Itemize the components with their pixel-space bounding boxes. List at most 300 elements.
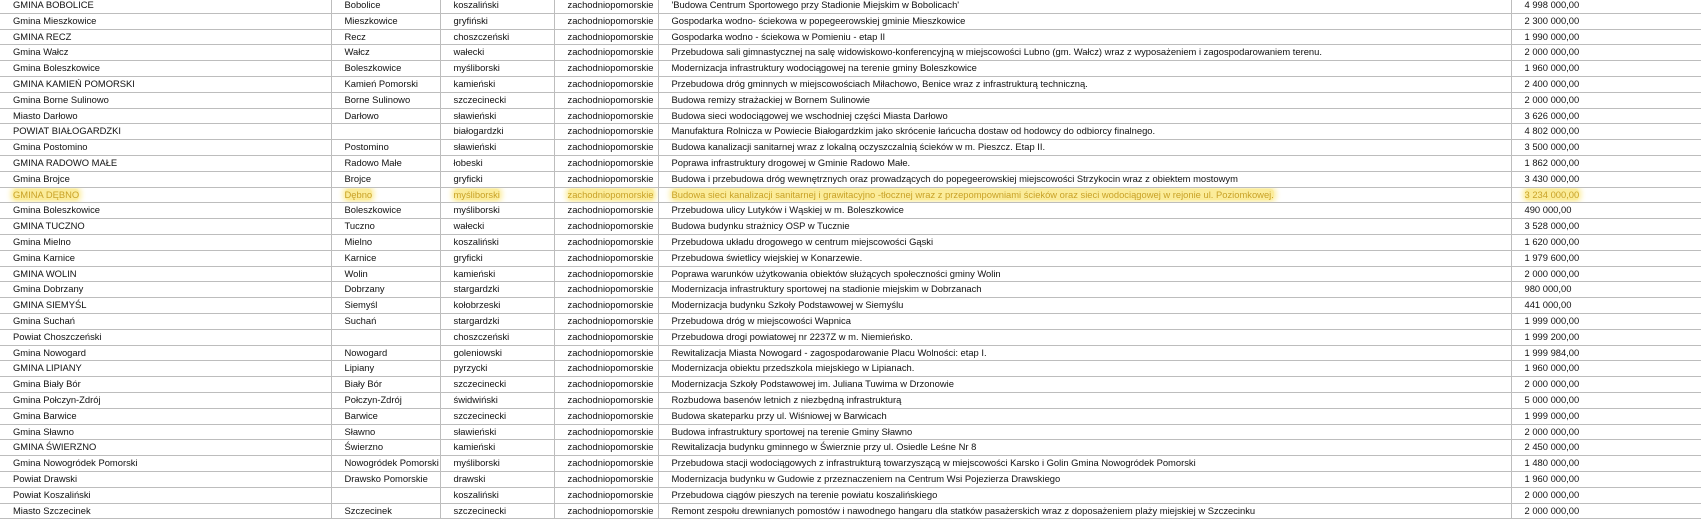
cell-beneficiary[interactable] bbox=[0, 234, 331, 250]
cell-county[interactable] bbox=[440, 29, 554, 45]
cell-county[interactable] bbox=[440, 329, 554, 345]
cell-amount[interactable] bbox=[1511, 313, 1701, 329]
cell-beneficiary[interactable] bbox=[0, 29, 331, 45]
cell-county[interactable] bbox=[440, 487, 554, 503]
cell-beneficiary[interactable] bbox=[0, 45, 331, 61]
cell-voivodeship[interactable] bbox=[554, 140, 658, 156]
cell-beneficiary[interactable] bbox=[0, 456, 331, 472]
cell-county-text: koszaliński bbox=[453, 0, 499, 10]
cell-project-name-text: Budowa infrastruktury sportowej na terenie Gminy Sławno bbox=[671, 425, 913, 437]
cell-amount[interactable] bbox=[1511, 61, 1701, 77]
cell-amount[interactable] bbox=[1511, 456, 1701, 472]
cell-county[interactable] bbox=[440, 377, 554, 393]
cell-voivodeship[interactable] bbox=[554, 234, 658, 250]
cell-project-name[interactable] bbox=[658, 0, 1511, 13]
cell-municipality[interactable] bbox=[331, 456, 440, 472]
cell-municipality[interactable] bbox=[331, 29, 440, 45]
cell-county[interactable] bbox=[440, 440, 554, 456]
cell-county-text: myśliborski bbox=[453, 457, 500, 469]
table-row bbox=[0, 471, 1701, 487]
cell-beneficiary-text: Gmina Barwice bbox=[13, 409, 77, 421]
cell-beneficiary[interactable] bbox=[0, 361, 331, 377]
cell-county-text: kamieński bbox=[453, 77, 496, 89]
cell-amount[interactable] bbox=[1511, 408, 1701, 424]
cell-voivodeship-text: zachodniopomorskie bbox=[567, 235, 654, 247]
cell-project-name[interactable] bbox=[658, 471, 1511, 487]
cell-municipality[interactable] bbox=[331, 313, 440, 329]
cell-project-name[interactable] bbox=[658, 203, 1511, 219]
cell-municipality[interactable] bbox=[331, 298, 440, 314]
cell-voivodeship[interactable] bbox=[554, 250, 658, 266]
cell-county[interactable] bbox=[440, 171, 554, 187]
cell-county[interactable] bbox=[440, 408, 554, 424]
cell-county[interactable] bbox=[440, 424, 554, 440]
cell-project-name[interactable] bbox=[658, 155, 1511, 171]
cell-beneficiary[interactable] bbox=[0, 187, 331, 203]
cell-amount[interactable] bbox=[1511, 282, 1701, 298]
cell-municipality[interactable] bbox=[331, 408, 440, 424]
cell-beneficiary[interactable] bbox=[0, 345, 331, 361]
cell-municipality[interactable] bbox=[331, 124, 440, 140]
cell-county[interactable] bbox=[440, 0, 554, 13]
cell-county[interactable] bbox=[440, 456, 554, 472]
cell-voivodeship[interactable] bbox=[554, 408, 658, 424]
cell-amount[interactable] bbox=[1511, 203, 1701, 219]
cell-beneficiary-text: GMINA RADOWO MAŁE bbox=[13, 156, 118, 168]
cell-amount[interactable] bbox=[1511, 250, 1701, 266]
cell-county-text: choszczeński bbox=[453, 330, 510, 342]
cell-municipality[interactable] bbox=[331, 377, 440, 393]
cell-project-name[interactable] bbox=[658, 377, 1511, 393]
cell-beneficiary[interactable] bbox=[0, 487, 331, 503]
cell-amount[interactable] bbox=[1511, 76, 1701, 92]
cell-county[interactable] bbox=[440, 392, 554, 408]
cell-municipality-text: Brojce bbox=[344, 172, 372, 184]
cell-amount[interactable] bbox=[1511, 234, 1701, 250]
cell-beneficiary-text: GMINA RECZ bbox=[13, 30, 72, 42]
cell-beneficiary[interactable] bbox=[0, 471, 331, 487]
cell-project-name[interactable] bbox=[658, 29, 1511, 45]
cell-amount-text: 4 998 000,00 bbox=[1524, 0, 1580, 10]
cell-voivodeship[interactable] bbox=[554, 187, 658, 203]
cell-voivodeship-text: zachodniopomorskie bbox=[567, 77, 654, 89]
cell-beneficiary[interactable] bbox=[0, 266, 331, 282]
table-row bbox=[0, 124, 1701, 140]
cell-amount[interactable] bbox=[1511, 503, 1701, 519]
cell-project-name[interactable] bbox=[658, 171, 1511, 187]
cell-beneficiary[interactable] bbox=[0, 61, 331, 77]
table-row bbox=[0, 61, 1701, 77]
cell-voivodeship[interactable] bbox=[554, 298, 658, 314]
cell-municipality-text: Dębno bbox=[344, 188, 373, 200]
cell-municipality[interactable] bbox=[331, 171, 440, 187]
table-row bbox=[0, 234, 1701, 250]
cell-municipality-text: Siemyśl bbox=[344, 299, 378, 311]
cell-voivodeship-text: zachodniopomorskie bbox=[567, 283, 654, 295]
cell-project-name[interactable] bbox=[658, 503, 1511, 519]
cell-project-name-text: Przebudowa ciągów pieszych na terenie powiatu koszalińskiego bbox=[671, 488, 938, 500]
cell-project-name-text: Poprawa infrastruktury drogowej w Gminie Radowo Małe. bbox=[671, 156, 911, 168]
cell-amount-text: 1 999 984,00 bbox=[1524, 346, 1580, 358]
cell-county[interactable] bbox=[440, 345, 554, 361]
cell-beneficiary-text: Gmina Nowogródek Pomorski bbox=[13, 457, 138, 469]
cell-project-name[interactable] bbox=[658, 92, 1511, 108]
cell-municipality[interactable] bbox=[331, 282, 440, 298]
cell-beneficiary[interactable] bbox=[0, 377, 331, 393]
cell-voivodeship[interactable] bbox=[554, 313, 658, 329]
cell-county[interactable] bbox=[440, 108, 554, 124]
cell-municipality-text: Drawsko Pomorskie bbox=[344, 472, 428, 484]
cell-project-name[interactable] bbox=[658, 61, 1511, 77]
cell-county-text: kamieński bbox=[453, 441, 496, 453]
cell-beneficiary-text: Gmina Nowogard bbox=[13, 346, 86, 358]
cell-municipality-text: Szczecinek bbox=[344, 504, 392, 516]
cell-voivodeship[interactable] bbox=[554, 29, 658, 45]
cell-municipality[interactable] bbox=[331, 203, 440, 219]
cell-county[interactable] bbox=[440, 266, 554, 282]
cell-voivodeship[interactable] bbox=[554, 45, 658, 61]
cell-amount[interactable] bbox=[1511, 440, 1701, 456]
cell-amount[interactable] bbox=[1511, 140, 1701, 156]
cell-municipality[interactable] bbox=[331, 0, 440, 13]
cell-municipality[interactable] bbox=[331, 140, 440, 156]
cell-beneficiary-text: GMINA WOLIN bbox=[13, 267, 77, 279]
cell-municipality-text: Nowogard bbox=[344, 346, 388, 358]
cell-project-name-text: Modernizacja infrastruktury sportowej na stadionie miejskim w Dobrzanach bbox=[671, 283, 982, 295]
cell-municipality-text: Biały Bór bbox=[344, 378, 383, 390]
cell-beneficiary[interactable] bbox=[0, 203, 331, 219]
cell-municipality[interactable] bbox=[331, 155, 440, 171]
cell-county[interactable] bbox=[440, 155, 554, 171]
cell-voivodeship-text: zachodniopomorskie bbox=[567, 141, 654, 153]
cell-voivodeship-text: zachodniopomorskie bbox=[567, 457, 654, 469]
cell-county[interactable] bbox=[440, 313, 554, 329]
cell-project-name[interactable] bbox=[658, 329, 1511, 345]
cell-voivodeship[interactable] bbox=[554, 456, 658, 472]
cell-county[interactable] bbox=[440, 219, 554, 235]
cell-voivodeship-text: zachodniopomorskie bbox=[567, 299, 654, 311]
cell-project-name[interactable] bbox=[658, 108, 1511, 124]
cell-county-text: świdwiński bbox=[453, 393, 498, 405]
cell-project-name-text: Przebudowa sali gimnastycznej na salę widowiskowo-konferencyjną w miejscowości Lubno (gm. Wałcz) wraz z wyposażeniem i zagospodarowaniem terenu. bbox=[671, 46, 1322, 58]
table-row bbox=[0, 424, 1701, 440]
cell-project-name[interactable] bbox=[658, 45, 1511, 61]
cell-municipality-text: Boleszkowice bbox=[344, 204, 402, 216]
cell-voivodeship[interactable] bbox=[554, 424, 658, 440]
cell-municipality[interactable] bbox=[331, 13, 440, 29]
cell-voivodeship[interactable] bbox=[554, 155, 658, 171]
cell-amount[interactable] bbox=[1511, 29, 1701, 45]
cell-voivodeship[interactable] bbox=[554, 203, 658, 219]
cell-project-name[interactable] bbox=[658, 13, 1511, 29]
cell-voivodeship-text: zachodniopomorskie bbox=[567, 488, 654, 500]
cell-project-name[interactable] bbox=[658, 298, 1511, 314]
cell-amount[interactable] bbox=[1511, 424, 1701, 440]
cell-project-name[interactable] bbox=[658, 313, 1511, 329]
cell-beneficiary[interactable] bbox=[0, 313, 331, 329]
cell-amount-text: 441 000,00 bbox=[1524, 299, 1572, 311]
cell-voivodeship[interactable] bbox=[554, 61, 658, 77]
cell-county[interactable] bbox=[440, 61, 554, 77]
cell-beneficiary[interactable] bbox=[0, 76, 331, 92]
cell-beneficiary-text: Gmina Brojce bbox=[13, 172, 70, 184]
cell-municipality-text: Bobolice bbox=[344, 0, 381, 10]
cell-voivodeship[interactable] bbox=[554, 440, 658, 456]
cell-amount[interactable] bbox=[1511, 266, 1701, 282]
cell-amount-text: 1 999 000,00 bbox=[1524, 409, 1580, 421]
cell-beneficiary[interactable] bbox=[0, 171, 331, 187]
cell-municipality[interactable] bbox=[331, 250, 440, 266]
cell-county[interactable] bbox=[440, 124, 554, 140]
cell-county-text: gryficki bbox=[453, 251, 483, 263]
cell-voivodeship-text: zachodniopomorskie bbox=[567, 204, 654, 216]
cell-voivodeship[interactable] bbox=[554, 329, 658, 345]
cell-project-name[interactable] bbox=[658, 266, 1511, 282]
cell-municipality[interactable] bbox=[331, 503, 440, 519]
cell-municipality-text: Barwice bbox=[344, 409, 378, 421]
cell-amount[interactable] bbox=[1511, 219, 1701, 235]
cell-county[interactable] bbox=[440, 471, 554, 487]
cell-beneficiary[interactable] bbox=[0, 329, 331, 345]
cell-county[interactable] bbox=[440, 298, 554, 314]
cell-voivodeship[interactable] bbox=[554, 282, 658, 298]
cell-voivodeship[interactable] bbox=[554, 377, 658, 393]
cell-voivodeship-text: zachodniopomorskie bbox=[567, 62, 654, 74]
table-row bbox=[0, 155, 1701, 171]
cell-beneficiary[interactable] bbox=[0, 140, 331, 156]
cell-project-name[interactable] bbox=[658, 487, 1511, 503]
cell-county[interactable] bbox=[440, 13, 554, 29]
cell-municipality[interactable] bbox=[331, 61, 440, 77]
cell-county-text: myśliborski bbox=[453, 204, 500, 216]
cell-project-name-text: Modernizacja Szkoły Podstawowej im. Juliana Tuwima w Drzonowie bbox=[671, 378, 954, 390]
cell-project-name-text: Gospodarka wodno- ściekowa w popegeerowskiej gminie Mieszkowice bbox=[671, 14, 966, 26]
cell-county[interactable] bbox=[440, 203, 554, 219]
cell-beneficiary[interactable] bbox=[0, 408, 331, 424]
cell-voivodeship[interactable] bbox=[554, 361, 658, 377]
table-row bbox=[0, 45, 1701, 61]
cell-voivodeship[interactable] bbox=[554, 124, 658, 140]
cell-beneficiary-text: Gmina Wałcz bbox=[13, 46, 69, 58]
cell-municipality-text: Recz bbox=[344, 30, 366, 42]
cell-project-name-text: Rozbudowa basenów letnich z niezbędną infrastrukturą bbox=[671, 393, 902, 405]
cell-amount[interactable] bbox=[1511, 92, 1701, 108]
cell-beneficiary[interactable] bbox=[0, 13, 331, 29]
cell-beneficiary[interactable] bbox=[0, 250, 331, 266]
cell-project-name[interactable] bbox=[658, 234, 1511, 250]
cell-beneficiary[interactable] bbox=[0, 392, 331, 408]
cell-voivodeship[interactable] bbox=[554, 503, 658, 519]
cell-beneficiary-text: Gmina Boleszkowice bbox=[13, 62, 101, 74]
cell-beneficiary-text: GMINA BOBOLICE bbox=[13, 0, 94, 10]
cell-voivodeship-text: zachodniopomorskie bbox=[567, 109, 654, 121]
cell-project-name[interactable] bbox=[658, 424, 1511, 440]
cell-amount[interactable] bbox=[1511, 0, 1701, 13]
cell-amount[interactable] bbox=[1511, 13, 1701, 29]
cell-municipality[interactable] bbox=[331, 345, 440, 361]
table-row bbox=[0, 29, 1701, 45]
table-row bbox=[0, 140, 1701, 156]
cell-beneficiary[interactable] bbox=[0, 219, 331, 235]
cell-voivodeship-text: zachodniopomorskie bbox=[567, 46, 654, 58]
cell-project-name-text: Przebudowa świetlicy wiejskiej w Konarzewie. bbox=[671, 251, 863, 263]
cell-amount[interactable] bbox=[1511, 392, 1701, 408]
cell-county[interactable] bbox=[440, 503, 554, 519]
cell-project-name[interactable] bbox=[658, 140, 1511, 156]
cell-beneficiary[interactable] bbox=[0, 108, 331, 124]
cell-amount[interactable] bbox=[1511, 361, 1701, 377]
cell-amount[interactable] bbox=[1511, 471, 1701, 487]
cell-municipality-text: Wałcz bbox=[344, 46, 370, 58]
cell-voivodeship-text: zachodniopomorskie bbox=[567, 93, 654, 105]
cell-municipality[interactable] bbox=[331, 424, 440, 440]
cell-beneficiary[interactable] bbox=[0, 440, 331, 456]
cell-voivodeship[interactable] bbox=[554, 345, 658, 361]
cell-project-name[interactable] bbox=[658, 392, 1511, 408]
cell-county-text: białogardzki bbox=[453, 125, 504, 137]
cell-voivodeship[interactable] bbox=[554, 487, 658, 503]
cell-municipality[interactable] bbox=[331, 234, 440, 250]
cell-amount[interactable] bbox=[1511, 329, 1701, 345]
cell-municipality[interactable] bbox=[331, 361, 440, 377]
cell-project-name[interactable] bbox=[658, 361, 1511, 377]
cell-project-name[interactable] bbox=[658, 282, 1511, 298]
cell-beneficiary-text: Gmina Mielno bbox=[13, 235, 71, 247]
cell-voivodeship-text: zachodniopomorskie bbox=[567, 441, 654, 453]
cell-voivodeship[interactable] bbox=[554, 471, 658, 487]
cell-amount[interactable] bbox=[1511, 298, 1701, 314]
cell-county[interactable] bbox=[440, 361, 554, 377]
cell-voivodeship[interactable] bbox=[554, 92, 658, 108]
cell-county[interactable] bbox=[440, 45, 554, 61]
cell-beneficiary[interactable] bbox=[0, 298, 331, 314]
cell-municipality[interactable] bbox=[331, 45, 440, 61]
cell-municipality[interactable] bbox=[331, 108, 440, 124]
table-row bbox=[0, 329, 1701, 345]
cell-project-name[interactable] bbox=[658, 187, 1511, 203]
cell-voivodeship-text: zachodniopomorskie bbox=[567, 156, 654, 168]
cell-municipality-text: Radowo Małe bbox=[344, 156, 402, 168]
cell-project-name-text: Manufaktura Rolnicza w Powiecie Białogardzkim jako skrócenie łańcucha dostaw od hodowcy do odbiorcy finalnego. bbox=[671, 125, 1156, 137]
cell-beneficiary[interactable] bbox=[0, 0, 331, 13]
cell-amount[interactable] bbox=[1511, 108, 1701, 124]
cell-amount-text: 3 528 000,00 bbox=[1524, 220, 1580, 232]
cell-project-name[interactable] bbox=[658, 408, 1511, 424]
cell-voivodeship[interactable] bbox=[554, 0, 658, 13]
cell-beneficiary-text: GMINA TUCZNO bbox=[13, 220, 85, 232]
cell-municipality[interactable] bbox=[331, 187, 440, 203]
cell-beneficiary-text: Gmina Postomino bbox=[13, 141, 88, 153]
cell-voivodeship-text: zachodniopomorskie bbox=[567, 425, 654, 437]
cell-project-name-text: Rewitalizacja Miasta Nowogard - zagospodarowanie Placu Wolności: etap I. bbox=[671, 346, 987, 358]
cell-beneficiary-text: Gmina Borne Sulinowo bbox=[13, 93, 109, 105]
cell-project-name[interactable] bbox=[658, 76, 1511, 92]
cell-voivodeship[interactable] bbox=[554, 171, 658, 187]
cell-voivodeship[interactable] bbox=[554, 392, 658, 408]
cell-project-name[interactable] bbox=[658, 456, 1511, 472]
table-row bbox=[0, 345, 1701, 361]
cell-municipality[interactable] bbox=[331, 440, 440, 456]
cell-beneficiary-text: Miasto Darłowo bbox=[13, 109, 78, 121]
cell-beneficiary-text: POWIAT BIAŁOGARDZKI bbox=[13, 125, 122, 137]
cell-municipality-text: Boleszkowice bbox=[344, 62, 402, 74]
cell-municipality[interactable] bbox=[331, 471, 440, 487]
cell-amount[interactable] bbox=[1511, 124, 1701, 140]
cell-voivodeship[interactable] bbox=[554, 266, 658, 282]
cell-project-name-text: Budowa sieci wodociągowej we wschodniej części Miasta Darłowo bbox=[671, 109, 948, 121]
cell-voivodeship[interactable] bbox=[554, 108, 658, 124]
table-row bbox=[0, 282, 1701, 298]
cell-amount[interactable] bbox=[1511, 345, 1701, 361]
cell-beneficiary[interactable] bbox=[0, 503, 331, 519]
cell-amount[interactable] bbox=[1511, 487, 1701, 503]
cell-voivodeship-text: zachodniopomorskie bbox=[567, 362, 654, 374]
cell-beneficiary[interactable] bbox=[0, 282, 331, 298]
cell-municipality[interactable] bbox=[331, 92, 440, 108]
cell-project-name-text: Przebudowa ulicy Lutyków i Wąskiej w m. Boleszkowice bbox=[671, 204, 904, 216]
cell-amount[interactable] bbox=[1511, 45, 1701, 61]
cell-amount[interactable] bbox=[1511, 155, 1701, 171]
cell-municipality-text: Sławno bbox=[344, 425, 376, 437]
cell-project-name-text: Budowa remizy strażackiej w Bornem Sulinowie bbox=[671, 93, 871, 105]
table-row bbox=[0, 203, 1701, 219]
cell-municipality[interactable] bbox=[331, 219, 440, 235]
cell-county[interactable] bbox=[440, 187, 554, 203]
cell-project-name-text: Przebudowa układu drogowego w centrum miejscowości Gąski bbox=[671, 235, 934, 247]
cell-county[interactable] bbox=[440, 234, 554, 250]
table-row bbox=[0, 487, 1701, 503]
cell-amount[interactable] bbox=[1511, 187, 1701, 203]
cell-voivodeship[interactable] bbox=[554, 219, 658, 235]
cell-county[interactable] bbox=[440, 250, 554, 266]
cell-county-text: drawski bbox=[453, 472, 486, 484]
cell-county[interactable] bbox=[440, 92, 554, 108]
cell-beneficiary[interactable] bbox=[0, 92, 331, 108]
cell-municipality[interactable] bbox=[331, 487, 440, 503]
cell-municipality[interactable] bbox=[331, 266, 440, 282]
cell-county[interactable] bbox=[440, 140, 554, 156]
cell-project-name[interactable] bbox=[658, 345, 1511, 361]
cell-amount-text: 3 500 000,00 bbox=[1524, 141, 1580, 153]
cell-beneficiary[interactable] bbox=[0, 155, 331, 171]
cell-municipality-text: Kamień Pomorski bbox=[344, 77, 418, 89]
cell-municipality[interactable] bbox=[331, 76, 440, 92]
cell-beneficiary[interactable] bbox=[0, 424, 331, 440]
cell-amount[interactable] bbox=[1511, 377, 1701, 393]
cell-project-name[interactable] bbox=[658, 250, 1511, 266]
cell-amount-text: 2 300 000,00 bbox=[1524, 14, 1580, 26]
cell-county-text: szczecinecki bbox=[453, 378, 507, 390]
cell-project-name-text: Przebudowa dróg gminnych w miejscowościach Miłachowo, Benice wraz z infrastrukturą techniczną. bbox=[671, 77, 1088, 89]
cell-voivodeship-text: zachodniopomorskie bbox=[567, 30, 654, 42]
cell-county-text: gryfiński bbox=[453, 14, 488, 26]
cell-project-name[interactable] bbox=[658, 124, 1511, 140]
cell-amount-text: 1 979 600,00 bbox=[1524, 251, 1580, 263]
cell-project-name[interactable] bbox=[658, 219, 1511, 235]
cell-amount-text: 1 999 200,00 bbox=[1524, 330, 1580, 342]
cell-municipality[interactable] bbox=[331, 392, 440, 408]
cell-municipality-text: Suchań bbox=[344, 314, 377, 326]
cell-voivodeship[interactable] bbox=[554, 13, 658, 29]
cell-voivodeship[interactable] bbox=[554, 76, 658, 92]
cell-municipality[interactable] bbox=[331, 329, 440, 345]
cell-amount-text: 2 000 000,00 bbox=[1524, 267, 1580, 279]
cell-county[interactable] bbox=[440, 282, 554, 298]
cell-county[interactable] bbox=[440, 76, 554, 92]
cell-amount[interactable] bbox=[1511, 171, 1701, 187]
cell-project-name[interactable] bbox=[658, 440, 1511, 456]
cell-beneficiary[interactable] bbox=[0, 124, 331, 140]
